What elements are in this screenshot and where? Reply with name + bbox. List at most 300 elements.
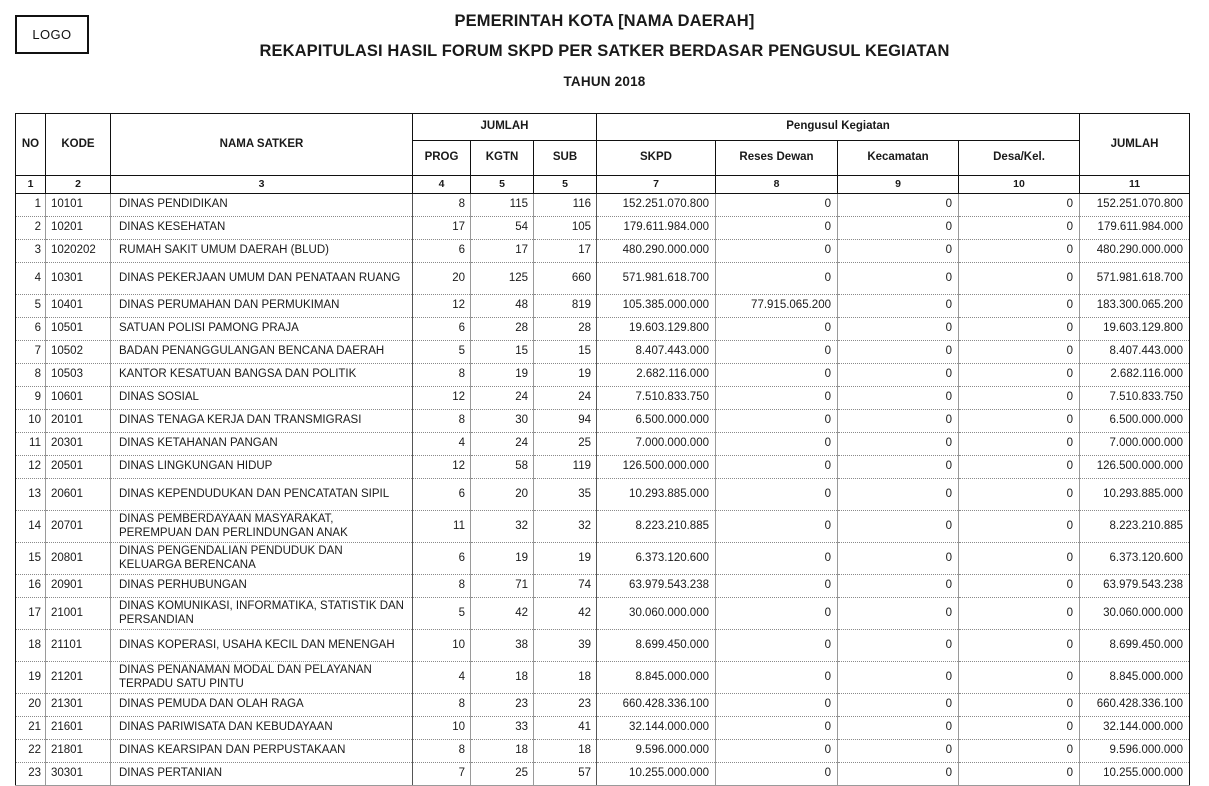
cell-prog: 8 [413, 364, 471, 387]
cell-kode: 20901 [46, 575, 111, 598]
cell-kecamatan: 0 [838, 194, 959, 217]
cell-prog: 12 [413, 387, 471, 410]
cell-reses: 0 [716, 598, 838, 630]
cell-prog: 8 [413, 740, 471, 763]
cell-kode: 10501 [46, 318, 111, 341]
cell-no: 12 [16, 456, 46, 479]
cell-skpd: 8.699.450.000 [597, 630, 716, 662]
cell-jumlah: 6.500.000.000 [1080, 410, 1190, 433]
cell-sub: 18 [534, 740, 597, 763]
cell-sub: 660 [534, 263, 597, 295]
cell-desa: 0 [959, 217, 1080, 240]
cell-kgtn: 19 [471, 364, 534, 387]
cell-skpd: 6.373.120.600 [597, 543, 716, 575]
cell-no: 10 [16, 410, 46, 433]
cell-kode: 10201 [46, 217, 111, 240]
cell-kecamatan: 0 [838, 694, 959, 717]
cell-nama: RUMAH SAKIT UMUM DAERAH (BLUD) [111, 240, 413, 263]
cell-kgtn: 18 [471, 740, 534, 763]
cell-prog: 8 [413, 194, 471, 217]
table-row[interactable] [16, 341, 1190, 364]
cell-skpd: 63.979.543.238 [597, 575, 716, 598]
cell-skpd: 10.293.885.000 [597, 479, 716, 511]
cell-prog: 8 [413, 575, 471, 598]
cell-no: 5 [16, 295, 46, 318]
cell-kgtn: 42 [471, 598, 534, 630]
cell-skpd: 10.255.000.000 [597, 763, 716, 786]
table-row[interactable] [16, 263, 1190, 295]
colnum-1: 1 [16, 176, 46, 194]
cell-nama: DINAS PERTANIAN [111, 763, 413, 786]
cell-kgtn: 28 [471, 318, 534, 341]
cell-nama: DINAS KOMUNIKASI, INFORMATIKA, STATISTIK DAN PERSANDIAN [111, 598, 413, 630]
cell-prog: 5 [413, 341, 471, 364]
cell-kode: 10502 [46, 341, 111, 364]
cell-no: 15 [16, 543, 46, 575]
cell-kecamatan: 0 [838, 630, 959, 662]
cell-nama: DINAS PEMUDA DAN OLAH RAGA [111, 694, 413, 717]
title-year: TAHUN 2018 [563, 73, 646, 89]
cell-sub: 25 [534, 433, 597, 456]
cell-kgtn: 38 [471, 630, 534, 662]
cell-kode: 21001 [46, 598, 111, 630]
cell-desa: 0 [959, 263, 1080, 295]
table-row[interactable] [16, 598, 1190, 630]
cell-no: 23 [16, 763, 46, 786]
cell-nama: DINAS KOPERASI, USAHA KECIL DAN MENENGAH [111, 630, 413, 662]
cell-skpd: 8.407.443.000 [597, 341, 716, 364]
cell-kgtn: 18 [471, 662, 534, 694]
cell-reses: 0 [716, 217, 838, 240]
cell-prog: 4 [413, 662, 471, 694]
cell-sub: 41 [534, 717, 597, 740]
cell-jumlah: 7.510.833.750 [1080, 387, 1190, 410]
th-nama-satker: NAMA SATKER [111, 114, 413, 176]
cell-kode: 21601 [46, 717, 111, 740]
cell-skpd: 30.060.000.000 [597, 598, 716, 630]
cell-desa: 0 [959, 511, 1080, 543]
cell-prog: 4 [413, 433, 471, 456]
cell-skpd: 105.385.000.000 [597, 295, 716, 318]
cell-sub: 94 [534, 410, 597, 433]
cell-kode: 10401 [46, 295, 111, 318]
cell-jumlah: 8.699.450.000 [1080, 630, 1190, 662]
table-row[interactable] [16, 740, 1190, 763]
cell-desa: 0 [959, 763, 1080, 786]
cell-prog: 5 [413, 598, 471, 630]
cell-kode: 21301 [46, 694, 111, 717]
colnum-5: 5 [471, 176, 534, 194]
table-row[interactable] [16, 240, 1190, 263]
cell-prog: 12 [413, 456, 471, 479]
cell-desa: 0 [959, 318, 1080, 341]
cell-desa: 0 [959, 662, 1080, 694]
cell-prog: 11 [413, 511, 471, 543]
cell-jumlah: 8.407.443.000 [1080, 341, 1190, 364]
cell-reses: 0 [716, 194, 838, 217]
cell-kgtn: 19 [471, 543, 534, 575]
cell-prog: 6 [413, 543, 471, 575]
cell-kode: 20601 [46, 479, 111, 511]
title-line-1: PEMERINTAH KOTA [NAMA DAERAH] [454, 12, 755, 30]
cell-reses: 0 [716, 740, 838, 763]
cell-kode: 10101 [46, 194, 111, 217]
cell-kecamatan: 0 [838, 479, 959, 511]
table-row[interactable] [16, 543, 1190, 575]
table-row[interactable] [16, 433, 1190, 456]
cell-kecamatan: 0 [838, 717, 959, 740]
cell-kgtn: 30 [471, 410, 534, 433]
cell-nama: DINAS PENGENDALIAN PENDUDUK DAN KELUARGA BERENCANA [111, 543, 413, 575]
cell-reses: 0 [716, 717, 838, 740]
cell-desa: 0 [959, 543, 1080, 575]
cell-skpd: 9.596.000.000 [597, 740, 716, 763]
cell-desa: 0 [959, 240, 1080, 263]
table-row[interactable] [16, 479, 1190, 511]
colnum-4: 4 [413, 176, 471, 194]
cell-skpd: 19.603.129.800 [597, 318, 716, 341]
cell-jumlah: 660.428.336.100 [1080, 694, 1190, 717]
cell-kecamatan: 0 [838, 740, 959, 763]
cell-desa: 0 [959, 694, 1080, 717]
th-prog: PROG [413, 141, 471, 176]
table-row[interactable] [16, 763, 1190, 786]
cell-skpd: 32.144.000.000 [597, 717, 716, 740]
cell-desa: 0 [959, 456, 1080, 479]
cell-kode: 10301 [46, 263, 111, 295]
cell-kecamatan: 0 [838, 217, 959, 240]
cell-sub: 819 [534, 295, 597, 318]
cell-desa: 0 [959, 575, 1080, 598]
th-group-pengusul: Pengusul Kegiatan [597, 114, 1080, 141]
cell-prog: 7 [413, 763, 471, 786]
cell-nama: DINAS PEKERJAAN UMUM DAN PENATAAN RUANG [111, 263, 413, 295]
table-row[interactable] [16, 194, 1190, 217]
cell-desa: 0 [959, 364, 1080, 387]
th-kode: KODE [46, 114, 111, 176]
cell-kecamatan: 0 [838, 433, 959, 456]
cell-kode: 1020202 [46, 240, 111, 263]
cell-sub: 39 [534, 630, 597, 662]
cell-no: 2 [16, 217, 46, 240]
cell-jumlah: 7.000.000.000 [1080, 433, 1190, 456]
cell-reses: 0 [716, 630, 838, 662]
cell-sub: 19 [534, 364, 597, 387]
cell-nama: DINAS PERUMAHAN DAN PERMUKIMAN [111, 295, 413, 318]
table-row[interactable] [16, 456, 1190, 479]
cell-prog: 10 [413, 630, 471, 662]
colnum-2: 2 [46, 176, 111, 194]
table-row[interactable] [16, 364, 1190, 387]
cell-reses: 0 [716, 543, 838, 575]
table-row[interactable] [16, 410, 1190, 433]
cell-jumlah: 2.682.116.000 [1080, 364, 1190, 387]
th-skpd: SKPD [597, 141, 716, 176]
cell-jumlah: 480.290.000.000 [1080, 240, 1190, 263]
table-row[interactable] [16, 295, 1190, 318]
cell-sub: 42 [534, 598, 597, 630]
cell-kecamatan: 0 [838, 318, 959, 341]
cell-sub: 28 [534, 318, 597, 341]
cell-kgtn: 15 [471, 341, 534, 364]
cell-kecamatan: 0 [838, 387, 959, 410]
th-jumlah-total: JUMLAH [1080, 114, 1190, 176]
cell-no: 19 [16, 662, 46, 694]
cell-reses: 0 [716, 410, 838, 433]
table-row[interactable] [16, 318, 1190, 341]
th-group-jumlah: JUMLAH [413, 114, 597, 141]
cell-jumlah: 63.979.543.238 [1080, 575, 1190, 598]
cell-kecamatan: 0 [838, 263, 959, 295]
cell-sub: 32 [534, 511, 597, 543]
cell-sub: 105 [534, 217, 597, 240]
cell-kecamatan: 0 [838, 598, 959, 630]
cell-reses: 77.915.065.200 [716, 295, 838, 318]
cell-prog: 17 [413, 217, 471, 240]
cell-kode: 10601 [46, 387, 111, 410]
cell-kgtn: 24 [471, 387, 534, 410]
cell-no: 21 [16, 717, 46, 740]
cell-no: 11 [16, 433, 46, 456]
cell-skpd: 6.500.000.000 [597, 410, 716, 433]
table-row[interactable] [16, 694, 1190, 717]
cell-reses: 0 [716, 479, 838, 511]
table-row[interactable] [16, 511, 1190, 543]
cell-kode: 21801 [46, 740, 111, 763]
cell-no: 18 [16, 630, 46, 662]
cell-kgtn: 115 [471, 194, 534, 217]
table-row[interactable] [16, 575, 1190, 598]
cell-nama: DINAS LINGKUNGAN HIDUP [111, 456, 413, 479]
cell-prog: 6 [413, 240, 471, 263]
cell-no: 6 [16, 318, 46, 341]
cell-sub: 19 [534, 543, 597, 575]
cell-sub: 35 [534, 479, 597, 511]
cell-reses: 0 [716, 240, 838, 263]
th-no: NO [16, 114, 46, 176]
cell-reses: 0 [716, 318, 838, 341]
cell-no: 4 [16, 263, 46, 295]
colnum-10: 10 [959, 176, 1080, 194]
th-kecamatan: Kecamatan [838, 141, 959, 176]
cell-jumlah: 152.251.070.800 [1080, 194, 1190, 217]
cell-reses: 0 [716, 433, 838, 456]
cell-skpd: 7.000.000.000 [597, 433, 716, 456]
cell-sub: 18 [534, 662, 597, 694]
cell-kode: 20501 [46, 456, 111, 479]
cell-no: 1 [16, 194, 46, 217]
cell-nama: DINAS PENANAMAN MODAL DAN PELAYANAN TERPADU SATU PINTU [111, 662, 413, 694]
cell-skpd: 152.251.070.800 [597, 194, 716, 217]
cell-jumlah: 10.255.000.000 [1080, 763, 1190, 786]
colnum-7: 7 [597, 176, 716, 194]
cell-desa: 0 [959, 433, 1080, 456]
cell-reses: 0 [716, 387, 838, 410]
cell-jumlah: 571.981.618.700 [1080, 263, 1190, 295]
cell-no: 13 [16, 479, 46, 511]
cell-prog: 8 [413, 694, 471, 717]
cell-kgtn: 71 [471, 575, 534, 598]
cell-kode: 20301 [46, 433, 111, 456]
cell-desa: 0 [959, 630, 1080, 662]
colnum-9: 9 [838, 176, 959, 194]
cell-skpd: 660.428.336.100 [597, 694, 716, 717]
cell-skpd: 8.845.000.000 [597, 662, 716, 694]
th-reses-dewan: Reses Dewan [716, 141, 838, 176]
cell-desa: 0 [959, 717, 1080, 740]
cell-reses: 0 [716, 763, 838, 786]
cell-kgtn: 23 [471, 694, 534, 717]
cell-sub: 17 [534, 240, 597, 263]
recap-table-container [15, 113, 1189, 786]
cell-kode: 20101 [46, 410, 111, 433]
cell-kgtn: 54 [471, 217, 534, 240]
cell-jumlah: 10.293.885.000 [1080, 479, 1190, 511]
cell-prog: 12 [413, 295, 471, 318]
cell-desa: 0 [959, 740, 1080, 763]
cell-kgtn: 58 [471, 456, 534, 479]
table-body [16, 194, 1190, 786]
table-row[interactable] [16, 387, 1190, 410]
cell-nama: DINAS PERHUBUNGAN [111, 575, 413, 598]
cell-no: 8 [16, 364, 46, 387]
cell-skpd: 571.981.618.700 [597, 263, 716, 295]
cell-nama: DINAS KEPENDUDUKAN DAN PENCATATAN SIPIL [111, 479, 413, 511]
colnum-6: 5 [534, 176, 597, 194]
cell-jumlah: 183.300.065.200 [1080, 295, 1190, 318]
cell-desa: 0 [959, 479, 1080, 511]
th-desa-kel: Desa/Kel. [959, 141, 1080, 176]
cell-reses: 0 [716, 341, 838, 364]
logo-label: LOGO [32, 27, 72, 42]
colnum-11: 11 [1080, 176, 1190, 194]
cell-nama: KANTOR KESATUAN BANGSA DAN POLITIK [111, 364, 413, 387]
cell-no: 16 [16, 575, 46, 598]
cell-kgtn: 25 [471, 763, 534, 786]
cell-nama: DINAS KETAHANAN PANGAN [111, 433, 413, 456]
cell-kecamatan: 0 [838, 575, 959, 598]
cell-kecamatan: 0 [838, 456, 959, 479]
cell-kgtn: 32 [471, 511, 534, 543]
recap-table [15, 113, 1190, 786]
title-line-2: REKAPITULASI HASIL FORUM SKPD PER SATKER BERDASAR PENGUSUL KEGIATAN [259, 42, 950, 61]
cell-reses: 0 [716, 263, 838, 295]
cell-skpd: 8.223.210.885 [597, 511, 716, 543]
cell-sub: 119 [534, 456, 597, 479]
cell-kgtn: 33 [471, 717, 534, 740]
cell-reses: 0 [716, 364, 838, 387]
cell-sub: 15 [534, 341, 597, 364]
cell-skpd: 480.290.000.000 [597, 240, 716, 263]
cell-kecamatan: 0 [838, 543, 959, 575]
cell-jumlah: 19.603.129.800 [1080, 318, 1190, 341]
table-row[interactable] [16, 217, 1190, 240]
cell-nama: DINAS KEARSIPAN DAN PERPUSTAKAAN [111, 740, 413, 763]
cell-kgtn: 17 [471, 240, 534, 263]
cell-nama: SATUAN POLISI PAMONG PRAJA [111, 318, 413, 341]
table-row[interactable] [16, 717, 1190, 740]
cell-kgtn: 24 [471, 433, 534, 456]
cell-kecamatan: 0 [838, 662, 959, 694]
cell-desa: 0 [959, 598, 1080, 630]
cell-prog: 8 [413, 410, 471, 433]
cell-no: 14 [16, 511, 46, 543]
cell-kode: 21101 [46, 630, 111, 662]
document-title-block [0, 10, 1209, 89]
cell-prog: 10 [413, 717, 471, 740]
cell-nama: DINAS KESEHATAN [111, 217, 413, 240]
cell-kecamatan: 0 [838, 240, 959, 263]
cell-jumlah: 6.373.120.600 [1080, 543, 1190, 575]
cell-desa: 0 [959, 194, 1080, 217]
cell-kecamatan: 0 [838, 295, 959, 318]
cell-reses: 0 [716, 511, 838, 543]
cell-nama: DINAS TENAGA KERJA DAN TRANSMIGRASI [111, 410, 413, 433]
cell-kgtn: 20 [471, 479, 534, 511]
cell-reses: 0 [716, 456, 838, 479]
cell-reses: 0 [716, 575, 838, 598]
colnum-8: 8 [716, 176, 838, 194]
cell-kode: 21201 [46, 662, 111, 694]
cell-nama: DINAS SOSIAL [111, 387, 413, 410]
cell-kode: 30301 [46, 763, 111, 786]
cell-nama: DINAS PARIWISATA DAN KEBUDAYAAN [111, 717, 413, 740]
cell-kecamatan: 0 [838, 511, 959, 543]
th-sub: SUB [534, 141, 597, 176]
cell-sub: 57 [534, 763, 597, 786]
cell-skpd: 126.500.000.000 [597, 456, 716, 479]
cell-sub: 24 [534, 387, 597, 410]
cell-jumlah: 32.144.000.000 [1080, 717, 1190, 740]
cell-reses: 0 [716, 694, 838, 717]
cell-kode: 20801 [46, 543, 111, 575]
cell-kecamatan: 0 [838, 341, 959, 364]
cell-kecamatan: 0 [838, 364, 959, 387]
cell-sub: 23 [534, 694, 597, 717]
cell-sub: 116 [534, 194, 597, 217]
cell-no: 20 [16, 694, 46, 717]
cell-prog: 6 [413, 479, 471, 511]
cell-kgtn: 125 [471, 263, 534, 295]
cell-nama: DINAS PENDIDIKAN [111, 194, 413, 217]
table-row[interactable] [16, 662, 1190, 694]
table-head [16, 114, 1190, 194]
cell-skpd: 179.611.984.000 [597, 217, 716, 240]
cell-skpd: 7.510.833.750 [597, 387, 716, 410]
cell-jumlah: 30.060.000.000 [1080, 598, 1190, 630]
cell-jumlah: 9.596.000.000 [1080, 740, 1190, 763]
th-kgtn: KGTN [471, 141, 534, 176]
cell-reses: 0 [716, 662, 838, 694]
cell-kode: 20701 [46, 511, 111, 543]
cell-jumlah: 8.845.000.000 [1080, 662, 1190, 694]
cell-prog: 6 [413, 318, 471, 341]
cell-jumlah: 179.611.984.000 [1080, 217, 1190, 240]
cell-jumlah: 8.223.210.885 [1080, 511, 1190, 543]
cell-prog: 20 [413, 263, 471, 295]
cell-kode: 10503 [46, 364, 111, 387]
cell-kecamatan: 0 [838, 410, 959, 433]
cell-no: 22 [16, 740, 46, 763]
cell-desa: 0 [959, 410, 1080, 433]
cell-sub: 74 [534, 575, 597, 598]
cell-kgtn: 48 [471, 295, 534, 318]
cell-jumlah: 126.500.000.000 [1080, 456, 1190, 479]
cell-nama: BADAN PENANGGULANGAN BENCANA DAERAH [111, 341, 413, 364]
table-row[interactable] [16, 630, 1190, 662]
cell-no: 7 [16, 341, 46, 364]
cell-no: 3 [16, 240, 46, 263]
